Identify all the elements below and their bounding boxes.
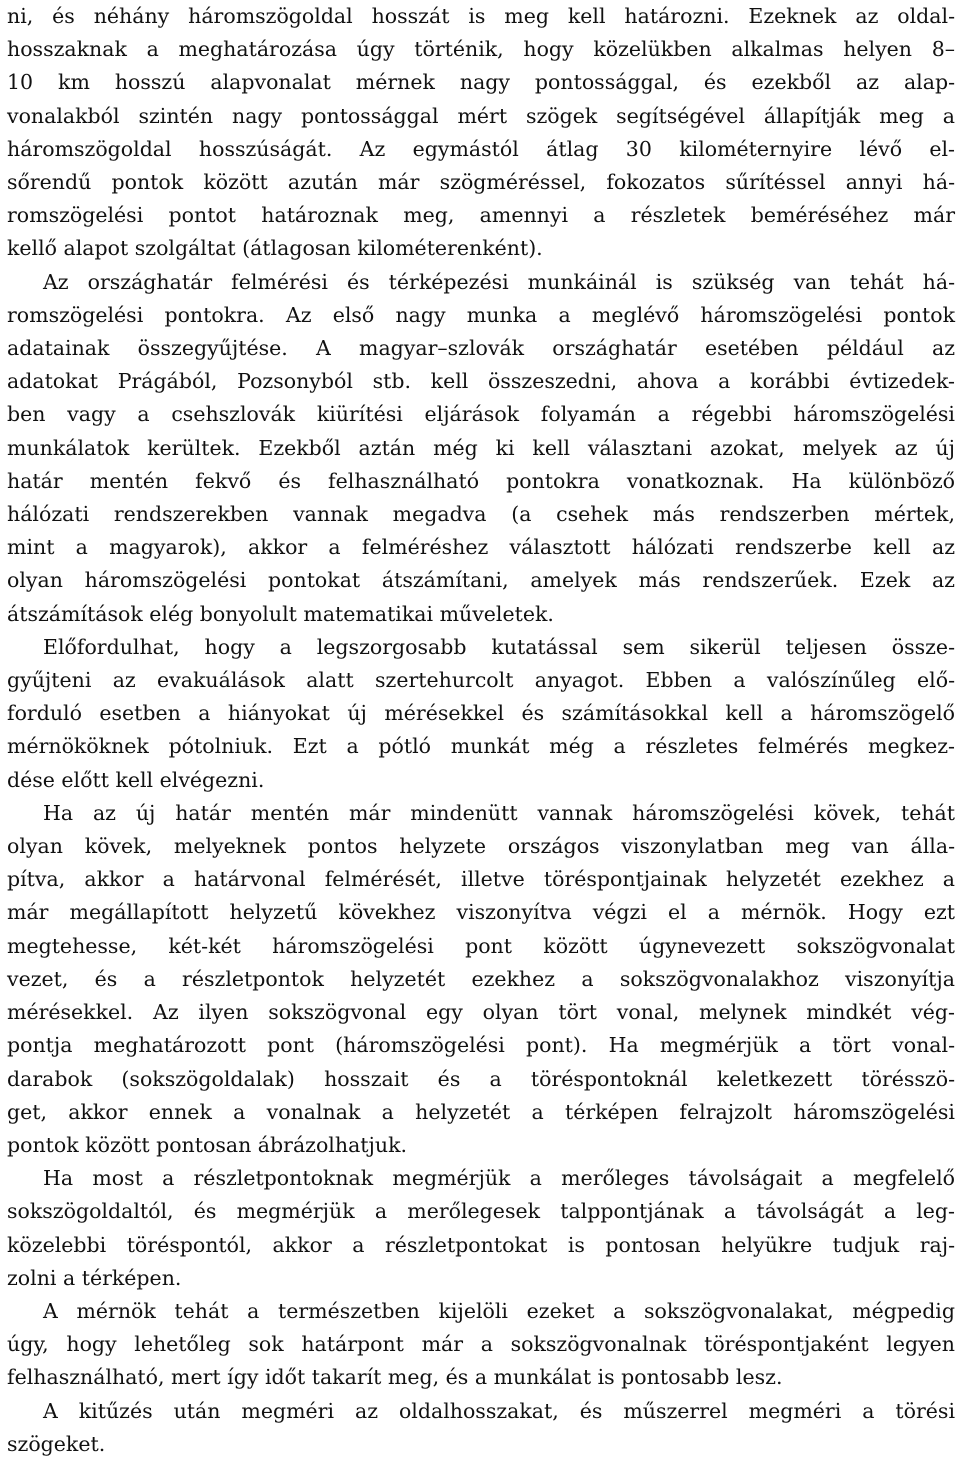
paragraph-1 bbox=[7, 0, 955, 266]
paragraph-4 bbox=[7, 797, 955, 1162]
text-line: már megállapított helyzetű kövekhez viszonyítva végzi el a mérnök. Hogy ezt bbox=[7, 900, 955, 925]
text-line: olyan háromszögelési pontokat átszámítani, amelyek más rendszerűek. Ezek az bbox=[7, 568, 955, 593]
text-line: átszámítások elég bonyolult matematikai műveletek. bbox=[7, 601, 554, 626]
text-line: mint a magyarok), akkor a felméréshez választott hálózati rendszerbe kell az bbox=[7, 535, 955, 560]
paragraph-3 bbox=[7, 631, 955, 797]
text-line: közelebbi töréspontól, akkor a részletpontokat is pontosan helyükre tudjuk raj- bbox=[7, 1232, 955, 1257]
text-line: darabok (sokszögoldalak) hosszait és a töréspontoknál keletkezett törésszö- bbox=[7, 1066, 955, 1091]
text-line: mérnököknek pótolniuk. Ezt a pótló munkát még a részletes felmérés megkez- bbox=[7, 734, 955, 759]
text-line: Előfordulhat, hogy a legszorgosabb kutatással sem sikerül teljesen össze- bbox=[43, 634, 955, 659]
paragraph-6 bbox=[7, 1295, 955, 1395]
text-line: get, akkor ennek a vonalnak a helyzetét a térképen felrajzolt háromszögelési bbox=[7, 1099, 955, 1124]
text-line: Az országhatár felmérési és térképezési munkáinál is szükség van tehát há- bbox=[43, 269, 955, 294]
text-line: zolni a térképen. bbox=[7, 1265, 182, 1290]
document-page bbox=[7, 0, 955, 1456]
text-line: úgy, hogy lehetőleg sok határpont már a sokszögvonalnak töréspontjaként legyen bbox=[7, 1332, 955, 1357]
text-line: vonalakból szintén nagy pontossággal mért szögek segítségével állapítják meg a bbox=[7, 103, 955, 128]
text-line: határ mentén fekvő és felhasználható pontokra vonatkoznak. Ha különböző bbox=[7, 468, 955, 493]
text-line: pontok között pontosan ábrázolhatjuk. bbox=[7, 1132, 408, 1157]
text-line: pontja meghatározott pont (háromszögelési pont). Ha megmérjük a tört vonal- bbox=[7, 1033, 955, 1058]
text-line: vezet, és a részletpontok helyzetét ezekhez a sokszögvonalakhoz viszonyítja bbox=[7, 966, 955, 991]
text-line: sőrendű pontok között azután már szögméréssel, fokozatos sűrítéssel annyi há- bbox=[7, 170, 955, 195]
text-line: dése előtt kell elvégezni. bbox=[7, 767, 265, 792]
text-line: sokszögoldaltól, és megmérjük a merőlegesek talppontjának a távolságát a leg- bbox=[7, 1199, 955, 1224]
text-line: pítva, akkor a határvonal felmérését, illetve töréspontjainak helyzetét ezekhez a bbox=[7, 867, 955, 892]
text-line: munkálatok kerültek. Ezekből aztán még ki kell választani azokat, melyek az új bbox=[7, 435, 955, 460]
text-line: mérésekkel. Az ilyen sokszögvonal egy olyan tört vonal, melynek mindkét vég- bbox=[7, 1000, 955, 1025]
text-line: megtehesse, két-két háromszögelési pont között úgynevezett sokszögvonalat bbox=[7, 933, 955, 958]
text-line: szögeket. bbox=[7, 1431, 106, 1456]
text-line: Ha most a részletpontoknak megmérjük a merőleges távolságait a megfelelő bbox=[43, 1166, 955, 1191]
text-line: hosszaknak a meghatározása úgy történik, hogy közelükben alkalmas helyen 8– bbox=[7, 37, 955, 62]
text-line: romszögelési pontot határoznak meg, amennyi a részletek beméréséhez már bbox=[7, 203, 955, 228]
text-line: gyűjteni az evakuálások alatt szertehurcolt anyagot. Ebben a valószínűleg elő- bbox=[7, 668, 955, 693]
text-line: adatokat Prágából, Pozsonyból stb. kell összeszedni, ahova a korábbi évtizedek- bbox=[7, 369, 955, 394]
text-line: felhasználható, mert így időt takarít meg, és a munkálat is pontosabb lesz. bbox=[7, 1365, 783, 1390]
text-line: kellő alapot szolgáltat (átlagosan kilométerenként). bbox=[7, 236, 543, 261]
text-line: ben vagy a csehszlovák kiürítési eljárások folyamán a régebbi háromszögelési bbox=[7, 402, 955, 427]
text-line: A kitűzés után megméri az oldalhosszakat, és műszerrel megméri a törési bbox=[43, 1398, 955, 1423]
text-line: A mérnök tehát a természetben kijelöli ezeket a sokszögvonalakat, mégpedig bbox=[43, 1298, 955, 1323]
text-line: adatainak összegyűjtése. A magyar–szlovák országhatár esetében például az bbox=[7, 336, 955, 361]
text-line: háromszögoldal hosszúságát. Az egymástól átlag 30 kilométernyire lévő el- bbox=[7, 136, 955, 161]
paragraph-2 bbox=[7, 266, 955, 631]
text-line: hálózati rendszerekben vannak megadva (a csehek más rendszerben mértek, bbox=[7, 502, 955, 527]
text-line: Ha az új határ mentén már mindenütt vannak háromszögelési kövek, tehát bbox=[43, 800, 955, 825]
paragraph-5 bbox=[7, 1162, 955, 1295]
paragraph-7 bbox=[7, 1395, 955, 1461]
text-line: romszögelési pontokra. Az első nagy munka a meglévő háromszögelési pontok bbox=[7, 302, 955, 327]
text-line: forduló esetben a hiányokat új mérésekkel és számításokkal kell a háromszögelő bbox=[7, 701, 955, 726]
text-line: ni, és néhány háromszögoldal hosszát is meg kell határozni. Ezeknek az oldal- bbox=[7, 4, 955, 28]
text-line: olyan kövek, melyeknek pontos helyzete országos viszonylatban meg van álla- bbox=[7, 834, 955, 859]
text-line: 10 km hosszú alapvonalat mérnek nagy pontossággal, és ezekből az alap- bbox=[7, 70, 955, 95]
